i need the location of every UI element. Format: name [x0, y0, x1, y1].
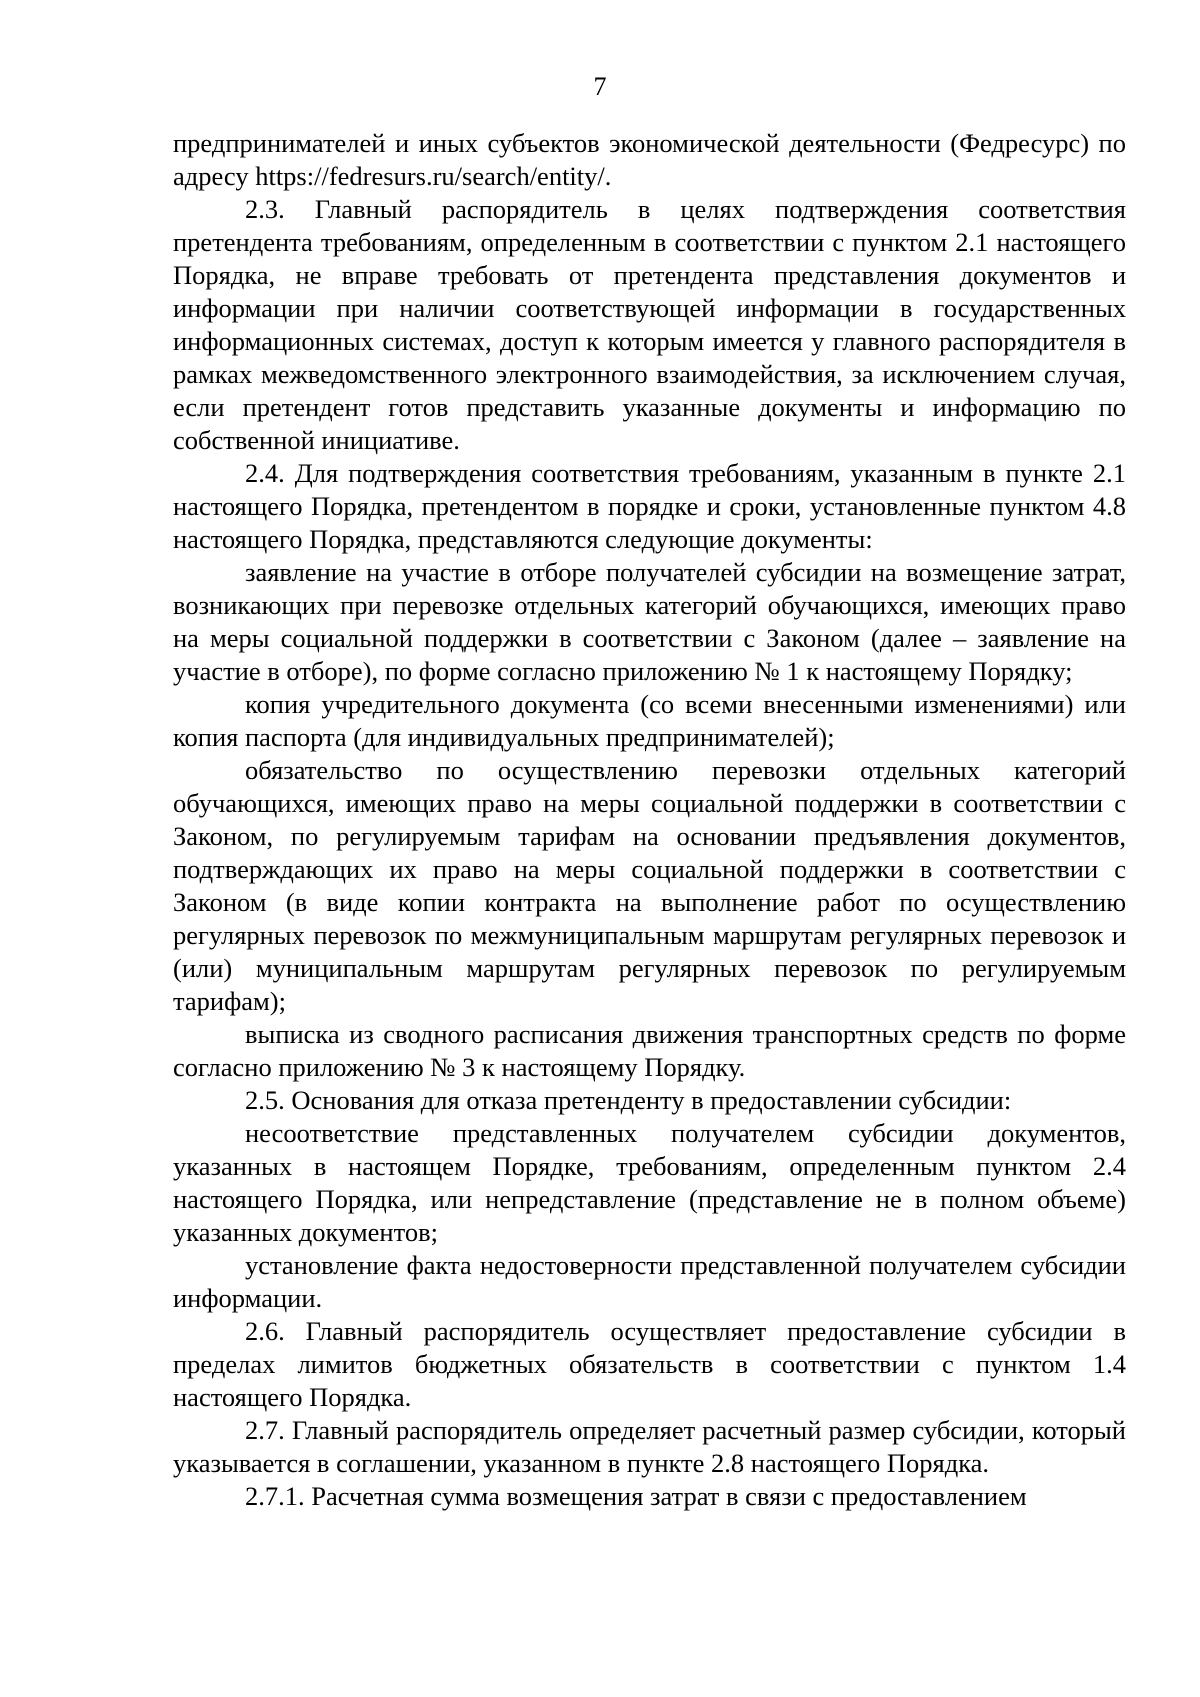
list-item-noncompliance: несоответствие представленных получателем субсидии документов, указанных в настоящем Порядке, требованиям, определенным пунктом 2.4 настоящего Порядка, или непредставление (представление не в полном объеме) указанных документов; [173, 1118, 1126, 1247]
paragraph-continuation: предпринимателей и иных субъектов экономической деятельности (Федресурс) по адресу https://fedresurs.ru/search/entity/. [173, 128, 1126, 191]
list-item-obligation: обязательство по осуществлению перевозки отдельных категорий обучающихся, имеющих право на меры социальной поддержки в соответствии с Законом, по регулируемым тарифам на основании предъявления документов, подтверждающих их право на меры социальной поддержки в соответствии с Законом (в виде копии контракта на выполнение работ по осуществлению регулярных перевозок по межмуниципальным маршрутам регулярных перевозок и (или) муниципальным маршрутам регулярных перевозок по регулируемым тарифам); [173, 755, 1126, 1016]
paragraph-2-5: 2.5. Основания для отказа претенденту в предоставлении субсидии: [245, 1085, 1012, 1115]
paragraph-2-4: 2.4. Для подтверждения соответствия требованиям, указанным в пункте 2.1 настоящего Порядка, претендентом в порядке и сроки, установленные пунктом 4.8 настоящего Порядка, представляются следующие документы: [173, 458, 1126, 554]
list-item-charter-copy: копия учредительного документа (со всеми внесенными изменениями) или копия паспорта (для индивидуальных предпринимателей); [173, 689, 1126, 752]
list-item-schedule-extract: выписка из сводного расписания движения транспортных средств по форме согласно приложению № 3 к настоящему Порядку. [173, 1019, 1126, 1082]
document-body [173, 127, 1126, 1513]
paragraph-2-7: 2.7. Главный распорядитель определяет расчетный размер субсидии, который указывается в соглашении, указанном в пункте 2.8 настоящего Порядка. [173, 1415, 1126, 1478]
list-item-application: заявление на участие в отборе получателей субсидии на возмещение затрат, возникающих при перевозке отдельных категорий обучающихся, имеющих право на меры социальной поддержки в соответствии с Законом (далее – заявление на участие в отборе), по форме согласно приложению № 1 к настоящему Порядку; [173, 557, 1126, 686]
list-item-unreliable-info: установление факта недостоверности представленной получателем субсидии информации. [173, 1250, 1126, 1313]
page-number: 7 [593, 72, 607, 101]
paragraph-2-6: 2.6. Главный распорядитель осуществляет предоставление субсидии в пределах лимитов бюджетных обязательств в соответствии с пунктом 1.4 настоящего Порядка. [173, 1316, 1126, 1412]
paragraph-2-3: 2.3. Главный распорядитель в целях подтверждения соответствия претендента требованиям, определенным в соответствии с пунктом 2.1 настоящего Порядка, не вправе требовать от претендента представления документов и информации при наличии соответствующей информации в государственных информационных системах, доступ к которым имеется у главного распорядителя в рамках межведомственного электронного взаимодействия, за исключением случая, если претендент готов представить указанные документы и информацию по собственной инициативе. [173, 194, 1126, 455]
paragraph-2-7-1: 2.7.1. Расчетная сумма возмещения затрат в связи с предоставлением [245, 1481, 1027, 1511]
